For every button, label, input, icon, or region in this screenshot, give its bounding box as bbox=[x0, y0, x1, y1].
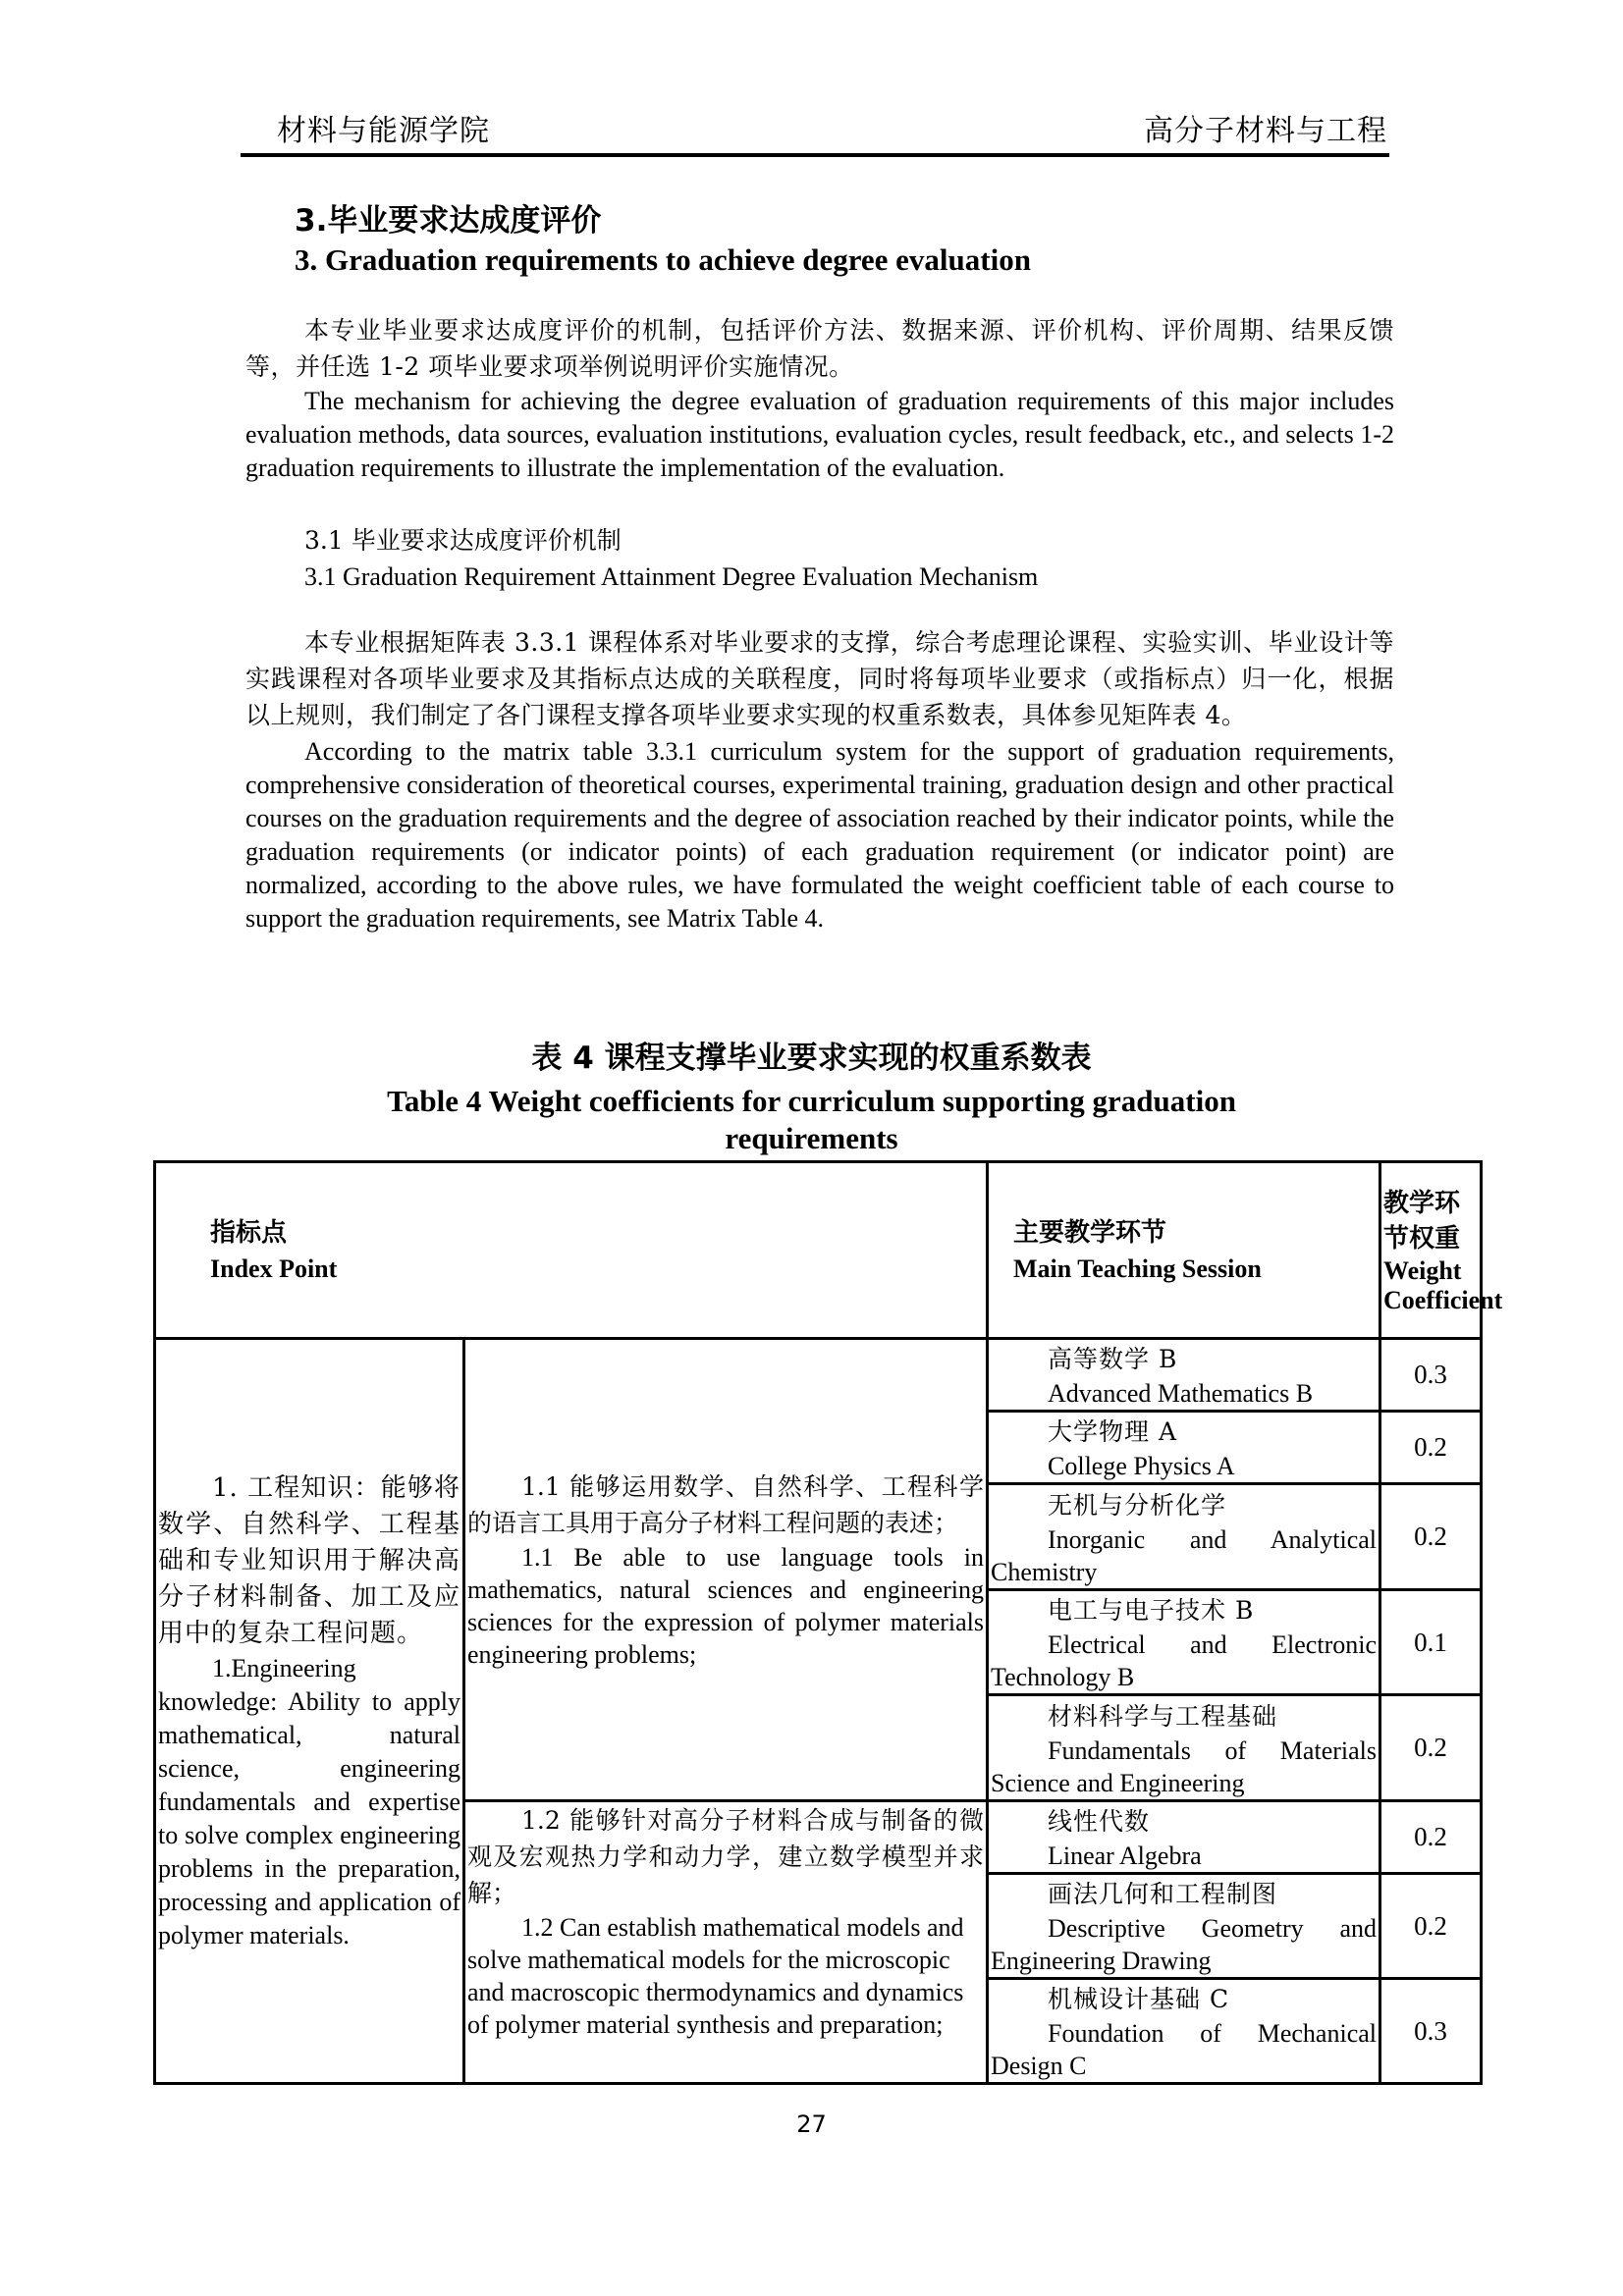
subsection-body-en: According to the matrix table 3.3.1 curriculum system for the support of graduation requirements, comprehensive consideration of theoretical courses, experimental training, graduation design and other practical courses on the graduation requirements and the degree of association reached by their indicator points, while the graduation requirements (or indicator points) of each graduation requirement (or indicator point) are normalized, according to the above rules, we have formulated the weight coefficient table of each course to support the graduation requirements, see Matrix Table 4. bbox=[245, 737, 1394, 933]
course-cell bbox=[988, 1695, 1380, 1801]
header-major-name: 高分子材料与工程 bbox=[1144, 114, 1387, 148]
weight-value: 0.2 bbox=[1380, 1874, 1482, 1979]
subsection-title-cn: 3.1 毕业要求达成度评价机制 bbox=[304, 526, 622, 555]
course-cell bbox=[988, 1484, 1380, 1590]
column-header-weight bbox=[1380, 1162, 1503, 1339]
course-cell bbox=[988, 1412, 1380, 1484]
requirement-text-cn: 1. 工程知识：能够将数学、自然科学、工程基础和专业知识用于解决高分子材料制备、加工及应用中的复杂工程问题。 bbox=[158, 1472, 460, 1648]
index-point-label-cn: 指标点 bbox=[210, 1217, 288, 1248]
indicator-text-cn: 1.2 能够针对高分子材料合成与制备的微观及宏观热力学和动力学，建立数学模型并求解； bbox=[467, 1806, 984, 1907]
column-header-teaching-session bbox=[988, 1162, 1380, 1339]
course-name-en: Descriptive Geometry and Engineering Drawing bbox=[991, 1914, 1377, 1975]
course-cell bbox=[988, 1979, 1380, 2084]
teaching-session-label-en: Main Teaching Session bbox=[1013, 1254, 1262, 1283]
weight-label-cn: 教学环节权重 bbox=[1383, 1188, 1461, 1254]
course-name-en: Advanced Mathematics B bbox=[1048, 1379, 1314, 1408]
course-name-en: Electrical and Electronic Technology B bbox=[991, 1630, 1377, 1691]
course-cell bbox=[988, 1874, 1380, 1979]
index-point-label-en: Index Point bbox=[210, 1254, 338, 1283]
subsection-body-cn: 本专业根据矩阵表 3.3.1 课程体系对毕业要求的支撑，综合考虑理论课程、实验实训、毕业设计等实践课程对各项毕业要求及其指标点达成的关联程度，同时将每项毕业要求（或指标点）归一化，根据以上规则，我们制定了各门课程支撑各项毕业要求实现的权重系数表，具体参见矩阵表 4。 bbox=[245, 628, 1394, 729]
course-name-en: Fundamentals of Materials Science and Engineering bbox=[991, 1735, 1377, 1797]
course-name-cn: 机械设计基础 C bbox=[1048, 1985, 1230, 2013]
weight-value: 0.3 bbox=[1380, 1979, 1482, 2084]
course-cell bbox=[988, 1339, 1380, 1412]
table-title-cn: 表 4 课程支撑毕业要求实现的权重系数表 bbox=[531, 1041, 1092, 1076]
course-cell bbox=[988, 1801, 1380, 1874]
subsection-body bbox=[245, 624, 1394, 935]
header-divider bbox=[241, 153, 1389, 157]
section-title-cn: 3.毕业要求达成度评价 bbox=[295, 203, 602, 239]
course-name-en: College Physics A bbox=[1048, 1452, 1235, 1480]
indicator-cell-1-2 bbox=[464, 1801, 988, 2084]
course-name-cn: 大学物理 A bbox=[1048, 1417, 1178, 1446]
weight-value: 0.2 bbox=[1380, 1484, 1482, 1590]
requirement-cell bbox=[155, 1339, 464, 2084]
course-name-cn: 线性代数 bbox=[1048, 1807, 1151, 1836]
indicator-text-en: 1.1 Be able to use language tools in mathematics, natural sciences and engineering sciences for the expression of polymer materials engineering problems; bbox=[467, 1543, 984, 1669]
weight-coefficient-table bbox=[153, 1160, 1503, 2085]
table-row bbox=[155, 1339, 1482, 1412]
course-name-en: Linear Algebra bbox=[1048, 1842, 1202, 1870]
column-header-index-point bbox=[155, 1162, 988, 1339]
indicator-text-cn: 1.1 能够运用数学、自然科学、工程科学的语言工具用于高分子材料工程问题的表述； bbox=[467, 1472, 984, 1537]
weight-value: 0.1 bbox=[1380, 1590, 1482, 1695]
weight-value: 0.2 bbox=[1380, 1801, 1482, 1874]
course-name-cn: 无机与分析化学 bbox=[1048, 1490, 1227, 1520]
table-title-en: Table 4 Weight coefficients for curriculum supporting graduation requirements bbox=[387, 1084, 1236, 1155]
intro-paragraph bbox=[245, 312, 1394, 485]
course-name-cn: 材料科学与工程基础 bbox=[1048, 1701, 1278, 1731]
requirement-text-en: 1.Engineering knowledge: Ability to apply mathematical, natural science, engineering fundamentals and expertise to solve complex engineering problems in the preparation, processing and application of polymer materials. bbox=[158, 1653, 460, 1949]
teaching-session-label-cn: 主要教学环节 bbox=[1013, 1217, 1167, 1248]
weight-value: 0.3 bbox=[1380, 1339, 1482, 1412]
intro-text-en: The mechanism for achieving the degree evaluation of graduation requirements of this major includes evaluation methods, data sources, evaluation institutions, evaluation cycles, result feedback, etc., and selects 1-2 graduation requirements to illustrate the implementation of the evaluation. bbox=[245, 387, 1394, 482]
intro-text-cn: 本专业毕业要求达成度评价的机制，包括评价方法、数据来源、评价机构、评价周期、结果反馈等，并任选 1-2 项毕业要求项举例说明评价实施情况。 bbox=[245, 316, 1394, 381]
weight-value: 0.2 bbox=[1380, 1695, 1482, 1801]
table-header-row bbox=[155, 1162, 1482, 1339]
page-number: 27 bbox=[796, 2110, 827, 2138]
course-name-cn: 画法几何和工程制图 bbox=[1048, 1880, 1278, 1908]
weight-label-en: Weight Coefficient bbox=[1383, 1255, 1503, 1314]
section-title-en: 3. Graduation requirements to achieve degree evaluation bbox=[295, 242, 1031, 277]
subsection-title-en: 3.1 Graduation Requirement Attainment Degree Evaluation Mechanism bbox=[304, 562, 1039, 591]
course-name-cn: 高等数学 B bbox=[1048, 1345, 1178, 1373]
indicator-cell-1-1 bbox=[464, 1339, 988, 1801]
weight-value: 0.2 bbox=[1380, 1412, 1482, 1484]
indicator-text-en: 1.2 Can establish mathematical models and solve mathematical models for the microscopic and macroscopic thermodynamics and dynamics of polymer material synthesis and preparation; bbox=[467, 1913, 964, 2039]
header-school-name: 材料与能源学院 bbox=[277, 114, 490, 148]
course-name-en: Inorganic and Analytical Chemistry bbox=[991, 1524, 1377, 1586]
course-cell bbox=[988, 1590, 1380, 1695]
course-name-en: Foundation of Mechanical Design C bbox=[991, 2019, 1377, 2080]
course-name-cn: 电工与电子技术 B bbox=[1048, 1596, 1255, 1625]
